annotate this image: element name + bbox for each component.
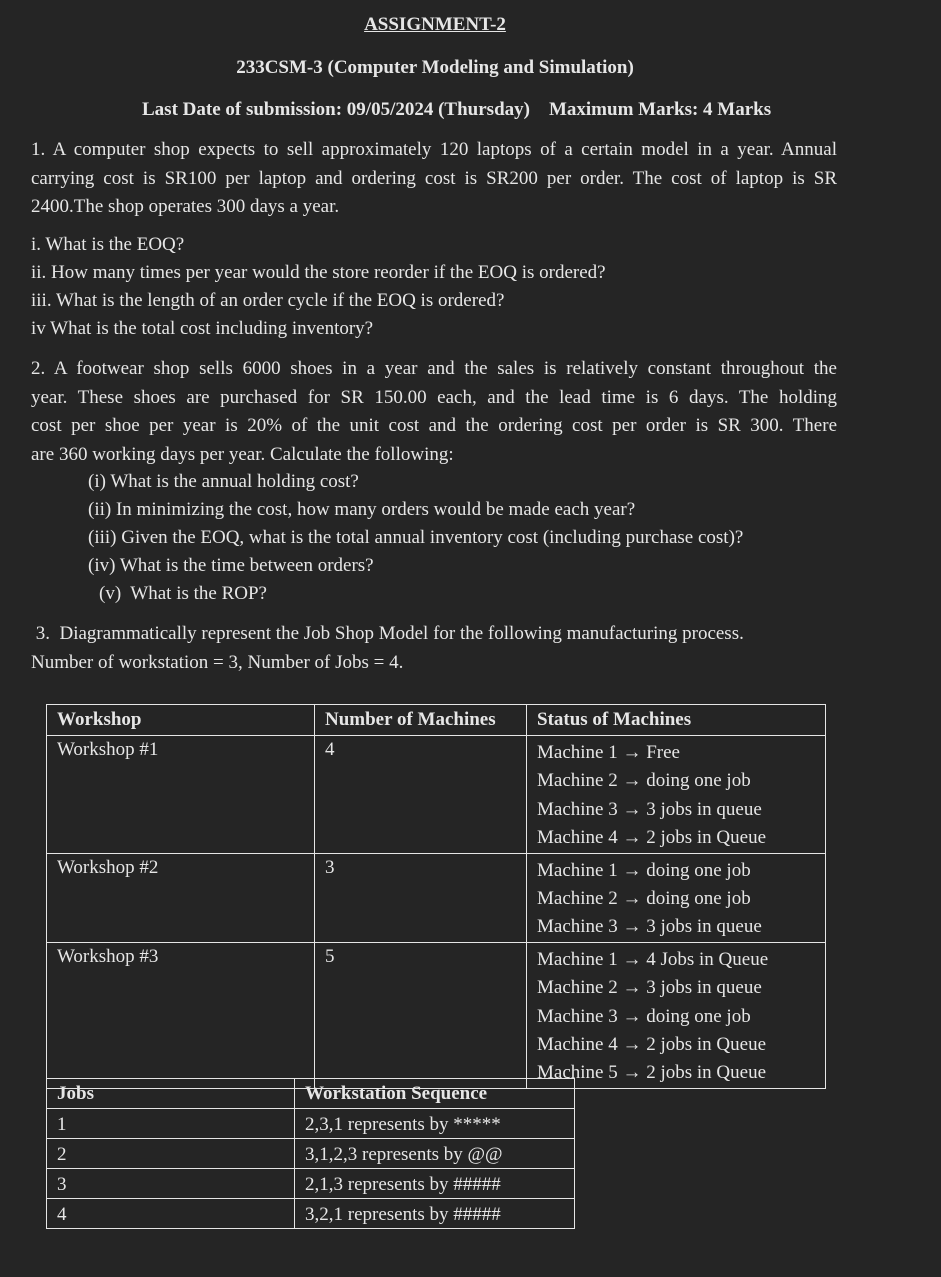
question-2-line: 2. A footwear shop sells 6000 shoes in a year and the sales is relatively constant throughout the: [31, 358, 837, 379]
max-marks: Maximum Marks: 4 Marks: [548, 99, 772, 120]
question-1: [31, 136, 837, 222]
machine-count: 3: [315, 853, 527, 942]
column-header-sequence: Workstation Sequence: [295, 1079, 575, 1109]
column-header-workshop: Workshop: [47, 705, 315, 736]
job-number: 2: [47, 1139, 295, 1169]
machine-status: Machine 3 → 3 jobs in queue: [537, 916, 762, 938]
question-2-sub-ii: (ii) In minimizing the cost, how many orders would be made each year?: [88, 499, 636, 520]
workstation-sequence: 2,3,1 represents by *****: [295, 1109, 575, 1139]
machine-status: Machine 2 → doing one job: [537, 887, 751, 909]
jobs-table: [46, 1078, 575, 1229]
table-row: [47, 853, 826, 942]
workstation-sequence: 3,2,1 represents by #####: [295, 1199, 575, 1229]
machine-status: Machine 3 → doing one job: [537, 1005, 751, 1027]
question-2-line: year. These shoes are purchased for SR 150.00 each, and the lead time is 6 days. The holding: [31, 386, 837, 408]
machine-status: Machine 5 → 2 jobs in Queue: [537, 1062, 767, 1084]
table-row: [47, 942, 826, 1088]
table-row: [47, 1199, 575, 1229]
job-number: 3: [47, 1169, 295, 1199]
machine-status-list: [527, 942, 826, 1088]
course-title: 233CSM-3 (Computer Modeling and Simulation): [236, 57, 634, 78]
question-1-line: 2400.The shop operates 300 days a year.: [31, 196, 340, 217]
machine-status: Machine 4 → 2 jobs in Queue: [537, 827, 767, 849]
machine-status: Machine 2 → 3 jobs in queue: [537, 977, 762, 999]
table-header-row: [47, 705, 826, 736]
machine-count: 4: [315, 736, 527, 854]
question-2: [31, 355, 837, 469]
question-1-sub-i: i. What is the EOQ?: [31, 234, 185, 255]
column-header-jobs: Jobs: [47, 1079, 295, 1109]
question-2-sub-i: (i) What is the annual holding cost?: [88, 471, 359, 492]
machine-status: Machine 1 → Free: [537, 742, 680, 763]
table-header-row: [47, 1079, 575, 1109]
machine-status: Machine 1 → 4 Jobs in Queue: [537, 948, 769, 970]
workstation-sequence: 2,1,3 represents by #####: [295, 1169, 575, 1199]
table-row: [47, 1139, 575, 1169]
question-1-sub-iii: iii. What is the length of an order cycle if the EOQ is ordered?: [31, 290, 505, 311]
question-3-line: Number of workstation = 3, Number of Jobs = 4.: [31, 651, 404, 673]
assignment-title: ASSIGNMENT-2: [364, 14, 506, 35]
question-3-line: 3. Diagrammatically represent the Job Shop Model for the following manufacturing process.: [31, 623, 744, 644]
table-row: [47, 1109, 575, 1139]
workshop-name: Workshop #1: [47, 736, 315, 854]
machine-count: 5: [315, 942, 527, 1088]
question-1-sub-ii: ii. How many times per year would the store reorder if the EOQ is ordered?: [31, 262, 606, 283]
question-3: [31, 620, 837, 677]
job-number: 1: [47, 1109, 295, 1139]
question-2-sub-iii: (iii) Given the EOQ, what is the total annual inventory cost (including purchase cost)?: [88, 527, 744, 548]
question-2-sub-v: (v) What is the ROP?: [99, 583, 267, 604]
machine-status-list: [527, 736, 826, 854]
machine-status-list: [527, 853, 826, 942]
workshop-name: Workshop #2: [47, 853, 315, 942]
job-number: 4: [47, 1199, 295, 1229]
machine-status: Machine 2 → doing one job: [537, 770, 751, 792]
column-header-status: Status of Machines: [527, 705, 826, 736]
question-2-line: are 360 working days per year. Calculate the following:: [31, 443, 454, 465]
question-1-line: 1. A computer shop expects to sell approximately 120 laptops of a certain model in a year. Annual: [31, 139, 837, 160]
machine-status: Machine 1 → doing one job: [537, 859, 751, 881]
table-row: [47, 736, 826, 854]
question-1-sub-iv: iv What is the total cost including inventory?: [31, 318, 374, 339]
question-2-sub-iv: (iv) What is the time between orders?: [88, 555, 374, 576]
machine-status: Machine 4 → 2 jobs in Queue: [537, 1033, 767, 1055]
workstation-sequence: 3,1,2,3 represents by @@: [295, 1139, 575, 1169]
question-1-line: carrying cost is SR100 per laptop and ordering cost is SR200 per order. The cost of laptop is SR: [31, 167, 837, 189]
submission-info: [142, 99, 771, 121]
question-2-line: cost per shoe per year is 20% of the unit cost and the ordering cost per order is SR 300. There: [31, 415, 837, 436]
table-row: [47, 1169, 575, 1199]
workshop-table: [46, 704, 826, 1089]
workshop-name: Workshop #3: [47, 942, 315, 1088]
machine-status: Machine 3 → 3 jobs in queue: [537, 798, 762, 820]
column-header-machines: Number of Machines: [315, 705, 527, 736]
last-date: Last Date of submission: 09/05/2024 (Thursday): [142, 99, 530, 120]
